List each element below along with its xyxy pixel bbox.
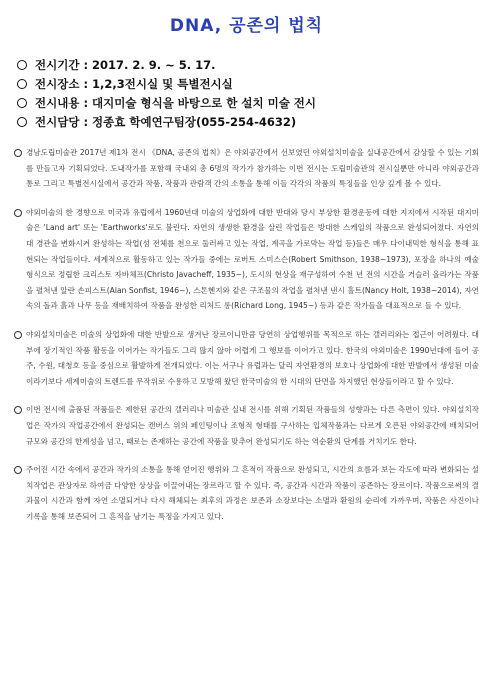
circle-bullet-icon	[14, 466, 22, 474]
circle-bullet-icon	[14, 209, 22, 217]
info-value: : 정종효 학예연구팀장(055-254-4632)	[83, 114, 297, 129]
paragraph	[14, 327, 479, 389]
paragraph-text: 야외설치미술은 미술의 상업화에 대한 반발으로 생겨난 장르이니만큼 당연히 상업행위를 목적으로 하는 갤러리와는 접근이 어려웠다. 대부에 장기적인 작품 활동을 이어가는 작가들도 그리 많지 않아 어렵게 그 행보를 이어가고 있다. 한국의 야외미술은 1990년대에 들어 공주, 수원, 대청호 등을 중심으로 활발하게 전개되었다. 이는 서구나 유럽과는 달리 자연환경의 보호나 상업화에 대한 반발에서 생성된 미술이라기보다 세계미술의 트렌드를 무작위로 수용하고 모방해 왔던 한국미술의 한 시대의 단면을 차지했던 현상들이라고 할 수 있다.	[26, 329, 479, 386]
circle-bullet-icon	[14, 406, 22, 414]
info-value: : 2017. 2. 9. ~ 5. 17.	[83, 57, 216, 72]
circle-bullet-icon	[17, 79, 27, 89]
paragraph	[14, 402, 479, 449]
paragraph-text: 야외미술의 한 경향으로 미국과 유럽에서 1960년대 미술의 상업화에 대한 반대와 당시 부상한 환경운동에 대한 지지에서 시작된 대지미술은 'Land art' 또는 'Earthworks'로도 불린다. 자연의 생생한 환경을 살린 작업들은 방대한 스케일의 작품으로 완성되어졌다. 자연의 대 경관을 변화시켜 완성하는 작업(섬 전체를 천으로 둘러싸고 있는 작업, 계곡을 가로막는 작업 등)들은 매우 다이내믹한 형식을 통해 표현되는 작업들이다. 세계적으로 활동하고 있는 작가들 중에는 로버트 스미스슨(Robert Smithson, 1938~1973), 포장을 하나의 예술 형식으로 정립한 크리스토 자바체프(Christo Javacheff, 1935~), 도시의 현상을 재구성하여 수천 년 전의 시간을 거슬러 올라가는 작품을 펼쳐낸 알란 손피스트(Alan Sonfist, 1946~), 스톤헨지와 같은 구조물의 작업을 펼쳐낸 낸시 홀트(Nancy Holt, 1938~2014), 자연 속의 돌과 흙과 나무 등을 재배치하여 작품을 완성한 리처드 롱(Richard Long, 1945~) 등과 같은 작가들을 대표적으로 들 수 있다.	[26, 207, 479, 311]
page-title: DNA, 공존의 법칙	[169, 16, 324, 36]
circle-bullet-icon	[14, 331, 22, 339]
paragraph	[14, 205, 479, 314]
paragraph-text: 이번 전시에 출품된 작품들은 제한된 공간의 갤러리나 미술관 실내 전시를 위해 기획된 작품들의 성향과는 다른 측면이 있다. 야외설치작업은 작가의 작업공간에서 완성되는 캔버스 위의 페인팅이나 조형적 형태를 구사하는 입체작품과는 다르게 오픈된 야외공간에 배치되어 규모와 공간의 한계성을 넘고, 때로는 존재하는 공간에 작품을 맞추어 완성되기도 하는 역순환의 단계를 거치기도 한다.	[26, 405, 479, 446]
paragraph	[14, 145, 479, 192]
info-label: 전시기간	[35, 57, 80, 72]
circle-bullet-icon	[14, 149, 22, 157]
paragraph	[14, 462, 479, 524]
exhibition-info	[14, 55, 479, 131]
info-row-period	[17, 55, 479, 74]
info-label: 전시담당	[35, 114, 80, 129]
circle-bullet-icon	[17, 60, 27, 70]
info-row-venue	[17, 74, 479, 93]
circle-bullet-icon	[17, 117, 27, 127]
info-value: : 1,2,3전시실 및 특별전시실	[83, 76, 233, 91]
body-paragraphs	[14, 145, 479, 524]
circle-bullet-icon	[17, 98, 27, 108]
info-label: 전시내용	[35, 95, 80, 110]
paragraph-text: 경남도립미술관 2017년 제1차 전시 《DNA, 공존의 법칙》은 야외공간에서 선보였던 야외설치미술을 실내공간에서 감상할 수 있는 기회를 만들고자 기획되었다. 도내작가를 포함해 국내외 총 6명의 작가가 참가하는 이번 전시는 도립미술관의 전시실뿐만 아니라 야외공간과 통로 그리고 특별전시실에서 공간과 작품, 작품과 관람객 간의 소통을 통해 이들 각각의 작품의 특징들을 인상 깊게 볼 수 있다.	[26, 148, 479, 189]
info-row-content	[17, 93, 479, 112]
info-row-contact	[17, 112, 479, 131]
info-value: : 대지미술 형식을 바탕으로 한 설치 미술 전시	[83, 95, 317, 110]
paragraph-text: 주어진 시간 속에서 공간과 작가의 소통을 통해 얻어진 행위와 그 흔적이 작품으로 완성되고, 시간의 흐름과 보는 각도에 따라 변화되는 설치작업은 관상자로 하여금 다양한 상상을 이끌어내는 장르라고 할 수 있다. 즉, 공간과 시간과 작품이 공존하는 장르이다. 작품으로써의 결과물이 시간과 함께 자연 소멸되거나 다시 해체되는 최후의 과정은 보존과 소장보다는 소멸과 환원의 순리에 가까우며, 작품은 사진이나 기록을 통해 보존되어 그 흔적을 남기는 특징을 가지고 있다.	[26, 465, 479, 521]
info-label: 전시장소	[35, 76, 80, 91]
